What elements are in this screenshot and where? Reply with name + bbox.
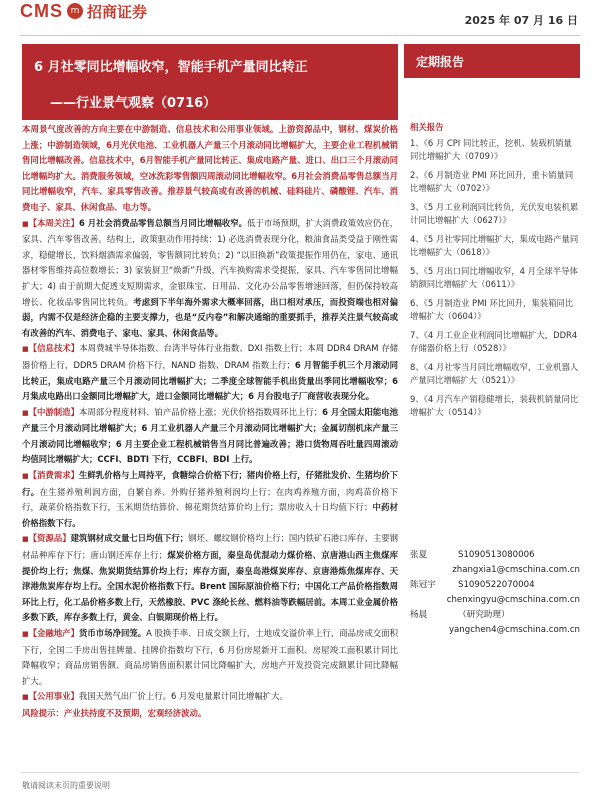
risk-warning: 风险提示：产业扶持度不及预期，宏观经济波动。 xyxy=(22,707,207,718)
section-tag: 【信息技术】 xyxy=(28,343,80,354)
company-logo xyxy=(20,0,147,22)
section-tail: 煤炭价格方面，秦皇岛优混动力煤价格、京唐港山西主焦煤库提价均上行；焦煤、焦炭期货结算价均上行；库存方面，秦皇岛港煤炭库存、京唐港炼焦煤库存、天津港焦炭库存均上行。全国水泥价格指数下行。Brent 国际原油价格下行；中国化工产品价格指数周环比上行，化工品价格多数上行，天然橡胶、PVC 涤纶长丝、燃料油等跌幅居前。本周工业金属价格多数下跌，库存多数上行，黄金、白银期现价格上行。 xyxy=(22,550,399,623)
section-tag: 【公用事业】 xyxy=(28,691,79,702)
analyst-contact: S1090513080006 xyxy=(458,550,535,560)
analyst-row xyxy=(410,623,580,638)
section-tag: 【中游制造】 xyxy=(28,406,79,417)
analyst-contact: zhangxia1@cmschina.com.cn xyxy=(452,565,580,575)
analyst-name xyxy=(410,623,449,638)
related-reports-heading: 相关报告 xyxy=(410,122,444,132)
section-tag: 【消费需求】 xyxy=(28,470,80,481)
analyst-row xyxy=(410,608,580,623)
section-tail: 6 月智能手机三个月滚动同比转正，集成电路产量三个月滚动同比增幅扩大；二季度全球智能手机出货量出季同比增幅收窄；6 月集成电路出口金额同比增幅扩大，进口金额同比增幅扩大；6 月台股电子厂商营收表现分化。 xyxy=(22,359,398,402)
analyst-contact: （研究助理） xyxy=(458,610,510,620)
report-type-banner xyxy=(404,44,580,78)
section-paragraph xyxy=(22,341,398,404)
summary-paragraph: 本周景气度改善的方向主要在中游制造、信息技术和公用事业领域。上游资源品中，钢材、煤炭价格上涨；中游制造领域，6月光伏电池、工业机器人产量三个月滚动同比增幅扩大，主要企业工程机械销售同比增幅改善。信息技术中，6月智能手机产量同比转正、集成电路产量、进口、出口三个月滚动同比增幅均扩大。消费服务领域，空冰洗彩零售额四周滚动同比增幅收窄。6月社会消费品零售总额当月同比增幅收窄，汽车、家具零售改善。推荐景气较高或有改善的机械、硅料硅片、磷酸锂、汽车、消费电子、家具、休闲食品、电力等。 xyxy=(22,124,398,212)
bullet-icon: ■ xyxy=(22,472,29,481)
bullet-icon: ■ xyxy=(22,408,29,417)
report-title: 6 月社零同比增幅收窄，智能手机产量同比转正 xyxy=(34,60,308,75)
analyst-name: 陈冠宇 xyxy=(410,580,436,590)
logo-text-cn: 招商证券 xyxy=(87,2,148,21)
logo-text-en: CMS xyxy=(20,0,63,21)
section-lead: 货币市场净回笼。 xyxy=(79,628,147,638)
footer-divider xyxy=(20,772,580,773)
section-lead: 6 月社会消费品零售总额当月同比增幅收窄。 xyxy=(78,217,248,228)
main-body xyxy=(22,122,398,722)
analyst-list xyxy=(410,548,580,638)
bullet-icon: ■ xyxy=(22,693,29,702)
analyst-name xyxy=(410,563,452,578)
section-paragraph xyxy=(22,468,398,531)
section-tail: 6 月全国太阳能电池产量三个月滚动同比增幅扩大；6 月工业机器人产量三个月滚动同比增幅扩大；金属切削机床产量三个月滚动同比增幅收窄；6 月主要企业工程机械销售当月同比普遍改善；港口货物周吞吐量四周滚动均值同比增幅扩大；CCFI、BDTI 下行，CCBFI、BDI 上行。 xyxy=(22,406,399,465)
section-list xyxy=(22,216,398,706)
analyst-name: 张夏 xyxy=(410,550,428,560)
logo-badge-icon: m xyxy=(67,3,83,19)
section-tail: 考虑到下半年海外需求大概率回落，出口相对承压，而投资端也相对偏弱，内需不仅是经济企稳的主要支撑力，也是“反内卷”和解决通缩的重要抓手，推荐关注景气较高或有改善的汽车、消费电子、家电、家具、休闲食品等。 xyxy=(22,296,399,338)
section-text: 在生猪养殖利润方面，自繁自养、外购仔猪养殖利润均上行；在肉鸡养殖方面，肉鸡苗价格下行，蔬菜价格指数下行，玉米期货结算价、棉花期货结算价均上行；票房收入十日均值下行； xyxy=(22,486,399,513)
related-report-link[interactable]: 6、《5 月制造业 PMI 环比回升，集装箱同比增幅扩大（0604）》 xyxy=(410,298,574,321)
section-paragraph xyxy=(22,405,398,468)
report-date: 2025 年 07 月 16 日 xyxy=(464,14,578,27)
related-report-link[interactable]: 8、《4 月社零当月同比增幅收窄，工业机器人产量同比增幅扩大（0521）》 xyxy=(410,362,579,385)
section-text: 我国天然气出厂价上行。6 月发电量累计同比增幅扩大。 xyxy=(78,691,288,702)
section-lead: 建筑钢材成交量七日均值下行； xyxy=(70,533,189,544)
bullet-icon: ■ xyxy=(22,535,29,544)
related-report-link[interactable]: 7、《4 月工业企业利润同比增幅扩大，DDR4 存储器价格上行（0528）》 xyxy=(410,330,578,353)
related-report-link[interactable]: 3、《5 月工业利润同比转负，光伏发电装机累计同比增幅扩大（0627）》 xyxy=(410,202,579,225)
section-text: 本周部分程度材料、铂产品价格上涨；光伏价格指数周环比上行； xyxy=(78,406,323,417)
analyst-row xyxy=(410,593,580,608)
section-paragraph xyxy=(22,531,398,626)
analyst-name xyxy=(410,593,447,608)
section-text: 钢坯、螺纹钢价格均上行；国内铁矿石港口库存、主要钢材品种库存下行；唐山钢还库存上行； xyxy=(22,533,399,561)
section-text: 低于市场预期，扩大消费政策效应仍在，家具、汽车零售改善。结构上，政策驱动作用持续：1) 必选消费表现分化，粮油食品类受益于刚性需求，稳健增长，饮料烟酒需求偏弱，零售额同比转负；2) “以旧换新”政策提振作用仍在，家电、通讯器材零售维持高位数增长；3) 家装厨卫“焕新”升级，汽车换购需求受提振，家具、汽车零售同比增幅扩大；4) 由于前期大促透支短期需求，金银珠宝、日用品、文化办公品零售增速回落，但仍保持较高增长、化妆品零售同比转负。 xyxy=(22,217,399,307)
section-tag: 【资源品】 xyxy=(28,533,71,544)
related-report-link[interactable]: 4、《5 月社零同比增幅扩大，集成电路产量同比增幅扩大（0618）》 xyxy=(410,234,579,257)
analyst-contact: yangchen4@cmschina.com.cn xyxy=(448,625,580,635)
header-divider xyxy=(20,35,580,36)
related-report-link[interactable]: 9、《4 月汽车产销稳健增长，装载机销量同比增幅扩大（0514）》 xyxy=(410,394,579,417)
related-reports xyxy=(410,121,580,425)
related-report-link[interactable]: 5、《5 月出口同比增幅收窄，4 月全球半导体销额同比增幅扩大（0611）》 xyxy=(410,266,578,289)
section-paragraph xyxy=(22,216,398,342)
footer-note: 敬请阅读末页的重要说明 xyxy=(22,781,110,790)
bullet-icon: ■ xyxy=(22,219,29,228)
related-report-list xyxy=(410,137,580,418)
section-tag: 【金融地产】 xyxy=(28,628,80,638)
analyst-row xyxy=(410,578,580,593)
section-lead: 生鲜乳价格与上周持平，食糖综合价格下行；猪肉价格上行，仔猪批发价、生猪均价下行。 xyxy=(22,470,398,497)
analyst-row xyxy=(410,548,580,563)
analyst-contact: S1090522070004 xyxy=(458,580,535,590)
section-text: A 股换手率、日成交额上行，土地成交溢价率上行，商品房成交面积下行，全国二手房出售挂牌量、挂牌价指数均下行，6 月份房屋新开工面积、房屋竣工面积累计同比降幅收窄；商品房销售额、商品房销售面积累计同比降幅扩大，房地产开发投资完成额累计同比降幅扩大。 xyxy=(22,628,399,686)
related-report-link[interactable]: 2、《6 月制造业 PMI 环比回升，重卡销量同比增幅扩大（0702）》 xyxy=(410,170,574,193)
section-tail: 中药材价格指数下行。 xyxy=(22,502,399,528)
analyst-contact: chenxingyu@cmschina.com.cn xyxy=(446,595,580,605)
title-banner xyxy=(22,44,398,120)
analyst-name: 杨晨 xyxy=(410,610,428,620)
report-type-label: 定期报告 xyxy=(416,55,465,69)
section-paragraph xyxy=(22,689,398,706)
related-report-link[interactable]: 1、《6 月 CPI 同比转正，挖机、装载机销量同比增幅扩大（0709）》 xyxy=(410,138,572,161)
section-tag: 【本周关注】 xyxy=(28,217,79,228)
report-subtitle: ——行业景气观察（0716） xyxy=(50,96,217,111)
section-paragraph xyxy=(22,626,398,689)
bullet-icon: ■ xyxy=(22,630,29,638)
analyst-row xyxy=(410,563,580,578)
bullet-icon: ■ xyxy=(22,345,29,354)
section-text: 本周费城半导体指数、台湾半导体行业指数、DXI 指数上行；本周 DDR4 DRAM 存储器价格上行，DDR5 DRAM 价格下行，NAND 指数、DRAM 指数上行； xyxy=(22,343,398,370)
